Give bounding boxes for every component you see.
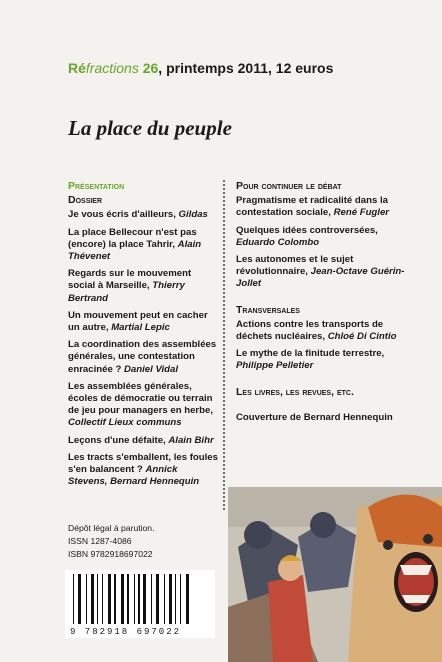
barcode-bars bbox=[65, 570, 215, 626]
toc-entry bbox=[236, 319, 406, 343]
entry-title: Pragmatisme et radicalité dans la contestation sociale, bbox=[236, 195, 388, 219]
dossier-list bbox=[68, 209, 218, 488]
transversales-list bbox=[236, 319, 406, 373]
barcode-bar bbox=[86, 574, 87, 624]
toc-entry bbox=[68, 339, 218, 376]
entry-title: Leçons d'une défaite, bbox=[68, 434, 169, 446]
entry-author: Thierry Bertrand bbox=[68, 280, 185, 304]
entry-author: Alain Bihr bbox=[168, 434, 214, 446]
cover-illustration bbox=[228, 487, 442, 662]
issn: ISSN 1287-4086 bbox=[68, 536, 132, 546]
barcode-bar bbox=[169, 574, 172, 624]
entry-author: Eduardo Colombo bbox=[236, 236, 320, 248]
barcode-bar bbox=[73, 574, 74, 624]
column-divider bbox=[223, 180, 225, 510]
issue-header bbox=[68, 60, 333, 76]
barcode-bar bbox=[134, 574, 135, 624]
entry-author: Alain Thévenet bbox=[68, 238, 202, 263]
depot-legal: Dépôt légal à parution. bbox=[68, 523, 155, 533]
entry-author: Philippe Pelletier bbox=[236, 360, 314, 372]
entry-title: Quelques idées controversées, bbox=[236, 224, 378, 236]
toc-entry bbox=[68, 381, 218, 430]
left-column bbox=[68, 180, 218, 493]
barcode-bar bbox=[180, 574, 181, 624]
toc-entry bbox=[236, 225, 406, 249]
barcode-bar bbox=[97, 574, 98, 624]
right-column bbox=[236, 180, 406, 424]
issue-number: 26 bbox=[138, 60, 159, 76]
barcode-bar bbox=[186, 574, 189, 624]
entry-author: René Fugler bbox=[333, 207, 390, 219]
barcode-bar bbox=[138, 574, 140, 624]
toc-entry bbox=[68, 435, 218, 447]
section-debat: Pour continuer le débat bbox=[236, 180, 342, 192]
barcode-bar bbox=[108, 574, 111, 624]
barcode-bar bbox=[164, 574, 165, 624]
barcode-bar bbox=[143, 574, 146, 624]
entry-title: Je vous écris d'ailleurs, bbox=[68, 209, 179, 221]
entry-title: Un mouvement peut en cacher un autre, bbox=[68, 309, 208, 334]
entry-title: Actions contre les transports de déchets nucléaires, bbox=[236, 318, 384, 343]
issue-title: La place du peuple bbox=[68, 116, 232, 140]
toc-entry bbox=[236, 254, 406, 291]
toc-entry bbox=[68, 268, 218, 305]
entry-title: Les autonomes et le sujet révolutionnaire, bbox=[236, 254, 354, 278]
toc-entry bbox=[68, 227, 218, 264]
barcode-bar bbox=[151, 574, 152, 624]
barcode-bar bbox=[175, 574, 176, 624]
toc-entry bbox=[68, 209, 218, 221]
barcode-number: 9 782918 697022 bbox=[70, 627, 182, 637]
toc-entry bbox=[68, 452, 218, 489]
section-presentation: Présentation bbox=[68, 180, 125, 192]
barcode-bar bbox=[127, 574, 129, 624]
entry-title: La coordination des assemblées générales, une contestation enracinée ? bbox=[68, 339, 217, 375]
issue-info: , printemps 2011, 12 euros bbox=[158, 60, 334, 76]
entry-author: Collectif Lieux communs bbox=[68, 417, 182, 429]
brand-fractions: fractions bbox=[85, 60, 139, 76]
entry-author: Martial Lepic bbox=[111, 322, 170, 334]
barcode-bar bbox=[102, 574, 103, 624]
barcode-bar bbox=[91, 574, 94, 624]
section-livres: Les livres, les revues, etc. bbox=[236, 385, 354, 398]
legal-info bbox=[68, 522, 154, 561]
isbn: ISBN 9782918697022 bbox=[68, 549, 153, 559]
entry-title: Le mythe de la finitude terrestre, bbox=[236, 348, 385, 360]
barcode-bar bbox=[114, 574, 116, 624]
cover-credit: Couverture de Bernard Hennequin bbox=[236, 411, 393, 423]
section-dossier: Dossier bbox=[68, 194, 103, 207]
toc-entry bbox=[236, 348, 406, 372]
brand-re: Ré bbox=[68, 60, 86, 76]
entry-author: Chloé Di Cintio bbox=[327, 331, 397, 343]
barcode-bar bbox=[78, 574, 81, 624]
barcode-bar bbox=[121, 574, 124, 624]
debat-list bbox=[236, 195, 406, 290]
entry-author: Daniel Vidal bbox=[124, 363, 179, 375]
entry-title: Regards sur le mouvement social à Marseille, bbox=[68, 268, 192, 292]
entry-author: Jean-Octave Guérin-Jollet bbox=[236, 266, 405, 290]
barcode-bar bbox=[156, 574, 159, 624]
entry-author: Annick Stevens, Bernard Hennequin bbox=[68, 464, 200, 488]
entry-title: Les tracts s'emballent, les foules s'en balancent ? bbox=[68, 451, 218, 476]
entry-title: La place Bellecour n'est pas (encore) la place Tahrir, bbox=[68, 226, 197, 250]
section-transversales: Transversales bbox=[236, 303, 300, 316]
toc-entry bbox=[236, 195, 406, 219]
toc-entry bbox=[68, 310, 218, 334]
entry-author: Gildas bbox=[178, 209, 208, 221]
entry-title: Les assemblées générales, écoles de démocratie ou terrain de jeu pour managers en herbe, bbox=[68, 380, 214, 417]
